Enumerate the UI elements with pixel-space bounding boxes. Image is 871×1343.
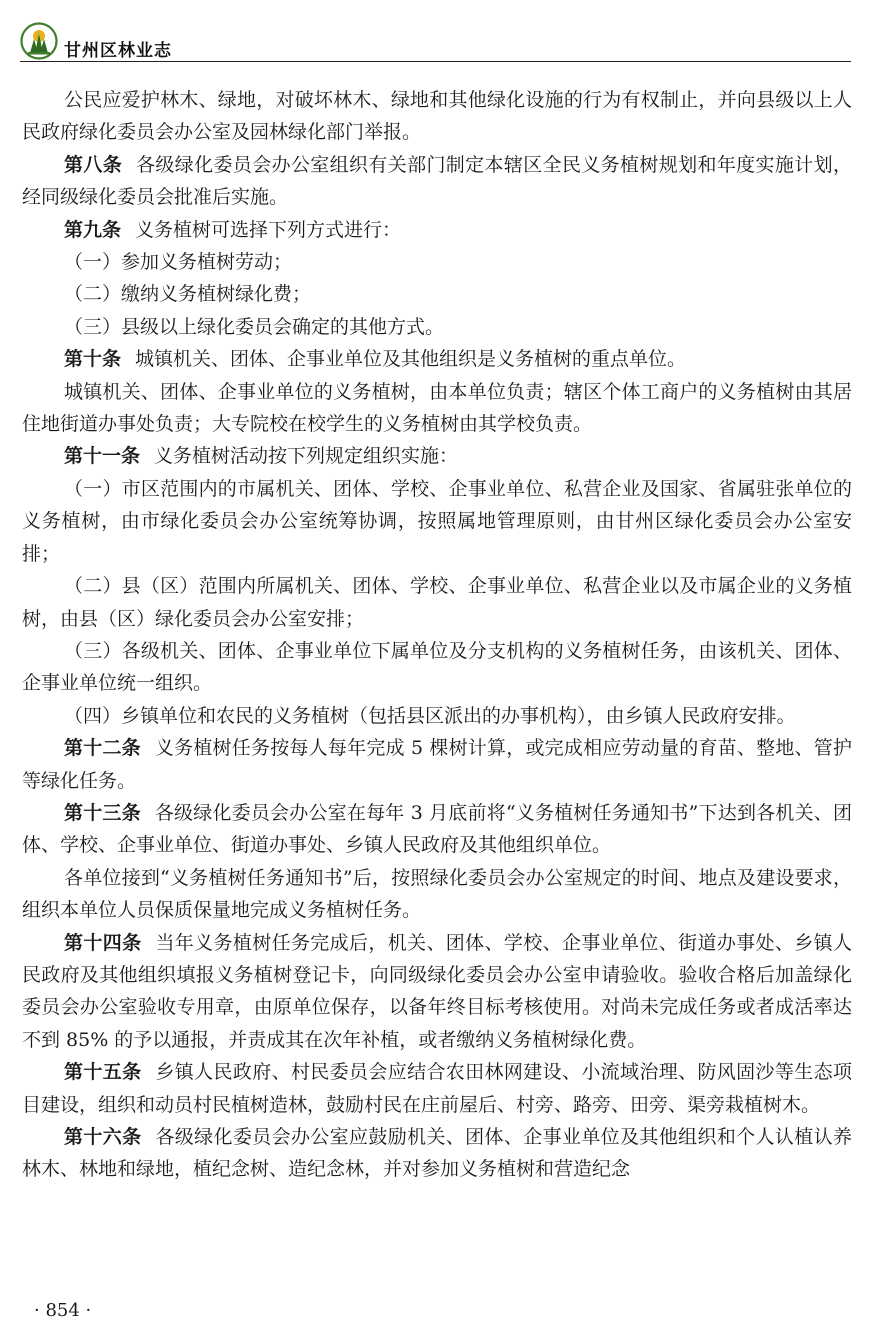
paragraph-text: 义务植树活动按下列规定组织实施： <box>154 445 459 468</box>
paragraph-text: （三）各级机关、团体、企事业单位下属单位及分支机构的义务植树任务，由该机关、团体、企事业单位统一组织。 <box>22 639 852 695</box>
body-paragraph <box>22 635 852 700</box>
paragraph-text: （三）县级以上绿化委员会确定的其他方式。 <box>64 315 445 338</box>
article-paragraph <box>22 732 852 797</box>
book-title: 甘州区林业志 <box>64 41 172 61</box>
article-paragraph <box>22 149 852 214</box>
article-paragraph <box>22 927 852 1057</box>
article-number: 第十条 <box>64 348 122 371</box>
paragraph-text: 义务植树可选择下列方式进行： <box>135 218 402 241</box>
body-paragraph <box>22 376 852 441</box>
paragraph-text: （四）乡镇单位和农民的义务植树（包括县区派出的办事机构），由乡镇人民政府安排。 <box>64 704 796 727</box>
article-paragraph <box>22 1121 852 1186</box>
forest-logo-icon <box>20 22 58 60</box>
paragraph-text: 各级绿化委员会办公室组织有关部门制定本辖区全民义务植树规划和年度实施计划，经同级绿化委员会批准后实施。 <box>22 153 852 209</box>
document-body <box>22 84 852 1186</box>
paragraph-text: （二）县（区）范围内所属机关、团体、学校、企事业单位、私营企业以及市属企业的义务植树，由县（区）绿化委员会办公室安排； <box>22 575 852 630</box>
paragraph-text: 公民应爱护林木、绿地，对破坏林木、绿地和其他绿化设施的行为有权制止，并向县级以上人民政府绿化委员会办公室及园林绿化部门举报。 <box>22 89 852 144</box>
article-number: 第十一条 <box>64 445 141 468</box>
paragraph-text: 义务植树任务按每人每年完成 5 棵树计算，或完成相应劳动量的育苗、整地、管护等绿化任务。 <box>22 737 852 792</box>
article-number: 第十三条 <box>64 801 141 824</box>
body-paragraph <box>22 278 852 310</box>
body-paragraph <box>22 862 852 927</box>
paragraph-text: （一）参加义务植树劳动； <box>64 251 293 274</box>
page-number: · 854 · <box>34 1300 92 1321</box>
body-paragraph <box>22 246 852 278</box>
body-paragraph <box>22 473 852 570</box>
article-number: 第十六条 <box>64 1126 142 1148</box>
body-paragraph <box>22 84 852 149</box>
paragraph-text: 各单位接到“义务植树任务通知书”后，按照绿化委员会办公室规定的时间、地点及建设要求，组织本单位人员保质保量地完成义务植树任务。 <box>22 866 852 922</box>
article-paragraph <box>22 440 852 472</box>
body-paragraph <box>22 570 852 635</box>
body-paragraph <box>22 311 852 343</box>
paragraph-text: 城镇机关、团体、企事业单位及其他组织是义务植树的重点单位。 <box>135 348 687 371</box>
article-paragraph <box>22 343 852 375</box>
article-number: 第十二条 <box>64 737 141 760</box>
article-paragraph <box>22 1056 852 1121</box>
article-number: 第八条 <box>64 153 123 176</box>
body-paragraph <box>22 700 852 732</box>
paragraph-text: 各级绿化委员会办公室应鼓励机关、团体、企事业单位及其他组织和个人认植认养林木、林地和绿地，植纪念树、造纪念林，并对参加义务植树和营造纪念 <box>22 1126 852 1181</box>
paragraph-text: （二）缴纳义务植树绿化费； <box>64 283 312 306</box>
article-paragraph <box>22 797 852 862</box>
article-number: 第十五条 <box>64 1061 142 1084</box>
header-rule <box>20 61 851 62</box>
paragraph-text: 城镇机关、团体、企事业单位的义务植树，由本单位负责；辖区个体工商户的义务植树由其居住地街道办事处负责；大专院校在校学生的义务植树由其学校负责。 <box>22 380 852 436</box>
paragraph-text: 各级绿化委员会办公室在每年 3 月底前将“义务植树任务通知书”下达到各机关、团体、学校、企事业单位、街道办事处、乡镇人民政府及其他组织单位。 <box>22 801 852 857</box>
article-number: 第九条 <box>64 218 122 241</box>
article-number: 第十四条 <box>64 931 142 954</box>
page-header <box>20 22 851 64</box>
paragraph-text: 乡镇人民政府、村民委员会应结合农田林网建设、小流域治理、防风固沙等生态项目建设，组织和动员村民植树造林，鼓励村民在庄前屋后、村旁、路旁、田旁、渠旁栽植树木。 <box>22 1061 852 1116</box>
paragraph-text: 当年义务植树任务完成后，机关、团体、学校、企事业单位、街道办事处、乡镇人民政府及其他组织填报义务植树登记卡，向同级绿化委员会办公室申请验收。验收合格后加盖绿化委员会办公室验收专用章，由原单位保存，以备年终目标考核使用。对尚未完成任务或者成活率达不到 85% 的予以通报，并责成其在次年补植，或者缴纳义务植树绿化费。 <box>22 931 852 1051</box>
paragraph-text: （一）市区范围内的市属机关、团体、学校、企事业单位、私营企业及国家、省属驻张单位的义务植树，由市绿化委员会办公室统筹协调，按照属地管理原则，由甘州区绿化委员会办公室安排； <box>22 477 852 565</box>
article-paragraph <box>22 214 852 246</box>
